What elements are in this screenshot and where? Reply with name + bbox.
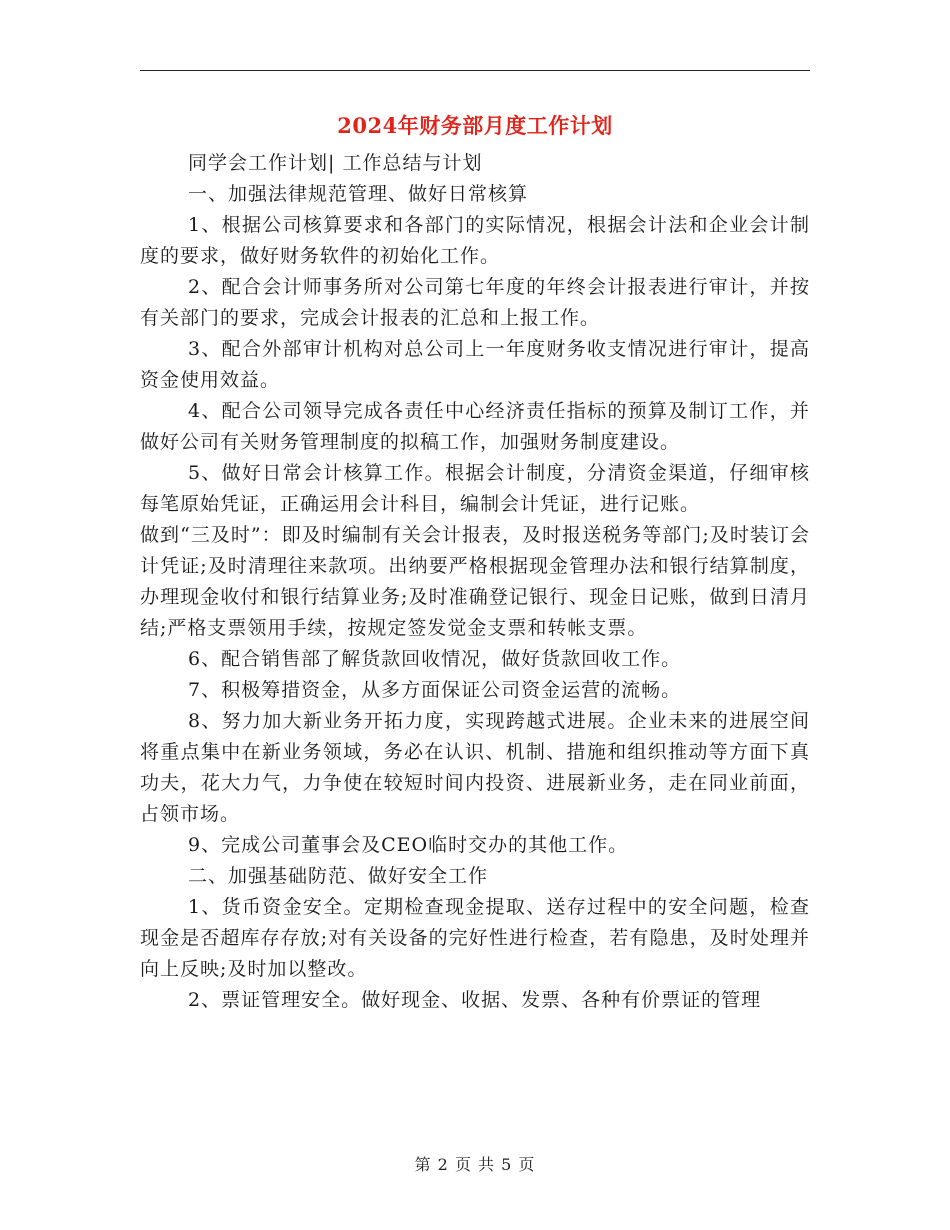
page-number-footer: 第 2 页 共 5 页 (414, 1155, 536, 1174)
document-title: 2024年财务部月度工作计划 (337, 113, 613, 138)
document-body (140, 148, 810, 1016)
paragraph: 2、配合会计师事务所对公司第七年度的年终会计报表进行审计，并按有关部门的要求，完成会计报表的汇总和上报工作。 (140, 276, 810, 329)
paragraph: 6、配合销售部了解货款回收情况，做好货款回收工作。 (188, 648, 682, 670)
paragraph: 9、完成公司董事会及CEO临时交办的其他工作。 (188, 834, 629, 856)
paragraph: 同学会工作计划| 工作总结与计划 (188, 152, 483, 174)
paragraph: 3、配合外部审计机构对总公司上一年度财务收支情况进行审计，提高资金使用效益。 (140, 338, 810, 391)
paragraph: 做到“三及时”：即及时编制有关会计报表，及时报送税务等部门;及时装订会计凭证;及时清理往来款项。出纳要严格根据现金管理办法和银行结算制度，办理现金收付和银行结算业务;及时准确登记银行、现金日记账，做到日清月结;严格支票领用手续，按规定签发觉金支票和转帐支票。 (140, 524, 810, 639)
section-heading: 二、加强基础防范、做好安全工作 (188, 865, 489, 887)
paragraph: 8、努力加大新业务开拓力度，实现跨越式进展。企业未来的进展空间将重点集中在新业务领域，务必在认识、机制、措施和组织推动等方面下真功夫，花大力气，力争使在较短时间内投资、进展新业务，走在同业前面，占领市场。 (140, 710, 810, 825)
paragraph: 2、票证管理安全。做好现金、收据、发票、各种有价票证的管理 (188, 989, 762, 1011)
paragraph: 1、货币资金安全。定期检查现金提取、送存过程中的安全问题，检查现金是否超库存存放;对有关设备的完好性进行检查，若有隐患，及时处理并向上反映;及时加以整改。 (140, 896, 810, 980)
paragraph: 1、根据公司核算要求和各部门的实际情况，根据会计法和企业会计制度的要求，做好财务软件的初始化工作。 (140, 214, 810, 267)
paragraph: 4、配合公司领导完成各责任中心经济责任指标的预算及制订工作，并做好公司有关财务管理制度的拟稿工作，加强财务制度建设。 (140, 400, 810, 453)
section-heading: 一、加强法律规范管理、做好日常核算 (188, 183, 529, 205)
header-rule (140, 70, 810, 71)
paragraph: 7、积极筹措资金，从多方面保证公司资金运营的流畅。 (188, 679, 682, 701)
paragraph: 5、做好日常会计核算工作。根据会计制度，分清资金渠道，仔细审核每笔原始凭证，正确运用会计科目，编制会计凭证，进行记账。 (140, 462, 810, 515)
